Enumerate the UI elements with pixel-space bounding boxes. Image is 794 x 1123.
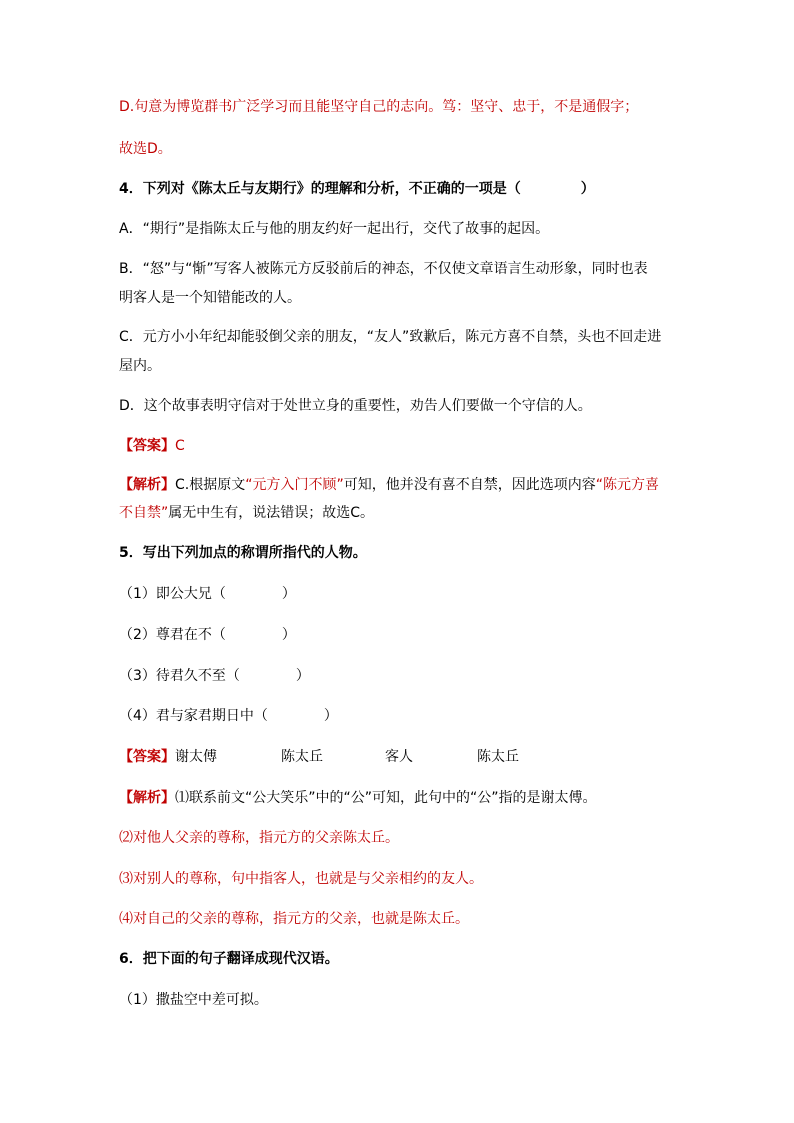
q5-answer-3: 客人	[385, 749, 413, 765]
q4-option-b-line2: 明客人是一个知错能改的人。	[119, 290, 301, 306]
analysis-text: C.根据原文	[175, 477, 246, 493]
q5-analysis-line1	[119, 787, 679, 809]
q4-stem-end: ）	[580, 181, 595, 197]
analysis-quote: “陈元方喜	[595, 477, 660, 493]
analysis-tag: 【解析】	[119, 790, 175, 806]
answer-tag: 【答案】	[119, 438, 175, 454]
q5-stem: 5．写出下列加点的称谓所指代的人物。	[119, 545, 367, 561]
analysis-text: ⑴联系前文“公大笑乐”中的“公”可知，此句中的“公”指的是谢太傅。	[175, 790, 597, 806]
q5-analysis-line4: ⑷对自己的父亲的尊称，指元方的父亲，也就是陈太丘。	[119, 911, 469, 927]
q5-answer-4: 陈太丘	[477, 749, 519, 765]
q5-answer	[119, 746, 679, 768]
q5-answer-1: 谢太傅	[175, 749, 217, 765]
prev-option-d-analysis: D.句意为博览群书广泛学习而且能坚守自己的志向。笃：坚守、忠于，不是通假字；	[119, 99, 639, 115]
analysis-text: 属无中生有，说法错误；故选C。	[168, 505, 375, 521]
q4-option-b-line1: B．“怒”与“惭”写客人被陈元方反驳前后的神态，不仅使文章语言生动形象，同时也表	[119, 261, 648, 277]
q6-stem: 6．把下面的句子翻译成现代汉语。	[119, 951, 339, 967]
q5-answer-2: 陈太丘	[281, 749, 323, 765]
q4-option-c-line2: 屋内。	[119, 358, 161, 374]
q5-item-1: （1）即公大兄（ ）	[119, 586, 296, 602]
q4-answer	[119, 435, 679, 457]
q4-stem-text: 4．下列对《陈太丘与友期行》的理解和分析，不正确的一项是（	[119, 181, 521, 197]
analysis-text: 可知，他并没有喜不自禁，因此选项内容	[343, 477, 596, 493]
answer-value: C	[175, 438, 185, 454]
q4-option-d: D．这个故事表明守信对于处世立身的重要性，劝告人们要做一个守信的人。	[119, 398, 592, 414]
q5-item-2: （2）尊君在不（ ）	[119, 627, 296, 643]
q5-analysis-line3: ⑶对别人的尊称，句中指客人，也就是与父亲相约的友人。	[119, 871, 483, 887]
q5-item-4: （4）君与家君期日中（ ）	[119, 708, 338, 724]
q5-analysis-line2: ⑵对他人父亲的尊称，指元方的父亲陈太丘。	[119, 830, 399, 846]
q4-option-c-line1: C．元方小小年纪却能驳倒父亲的朋友，“友人”致歉后，陈元方喜不自禁，头也不回走进	[119, 329, 662, 345]
q6-item-1: （1）撒盐空中差可拟。	[119, 992, 268, 1008]
q5-item-3: （3）待君久不至（ ）	[119, 668, 310, 684]
analysis-tag: 【解析】	[119, 477, 175, 493]
analysis-quote: 不自禁”	[119, 505, 169, 521]
q4-analysis-line2	[119, 502, 679, 524]
answer-tag: 【答案】	[119, 749, 175, 765]
q4-stem	[119, 178, 679, 200]
analysis-quote: “元方入门不顾”	[245, 477, 344, 493]
q4-analysis-line1	[119, 474, 679, 496]
q4-option-a: A．“期行”是指陈太丘与他的朋友约好一起出行，交代了故事的起因。	[119, 221, 550, 237]
prev-conclusion: 故选D。	[119, 141, 172, 157]
